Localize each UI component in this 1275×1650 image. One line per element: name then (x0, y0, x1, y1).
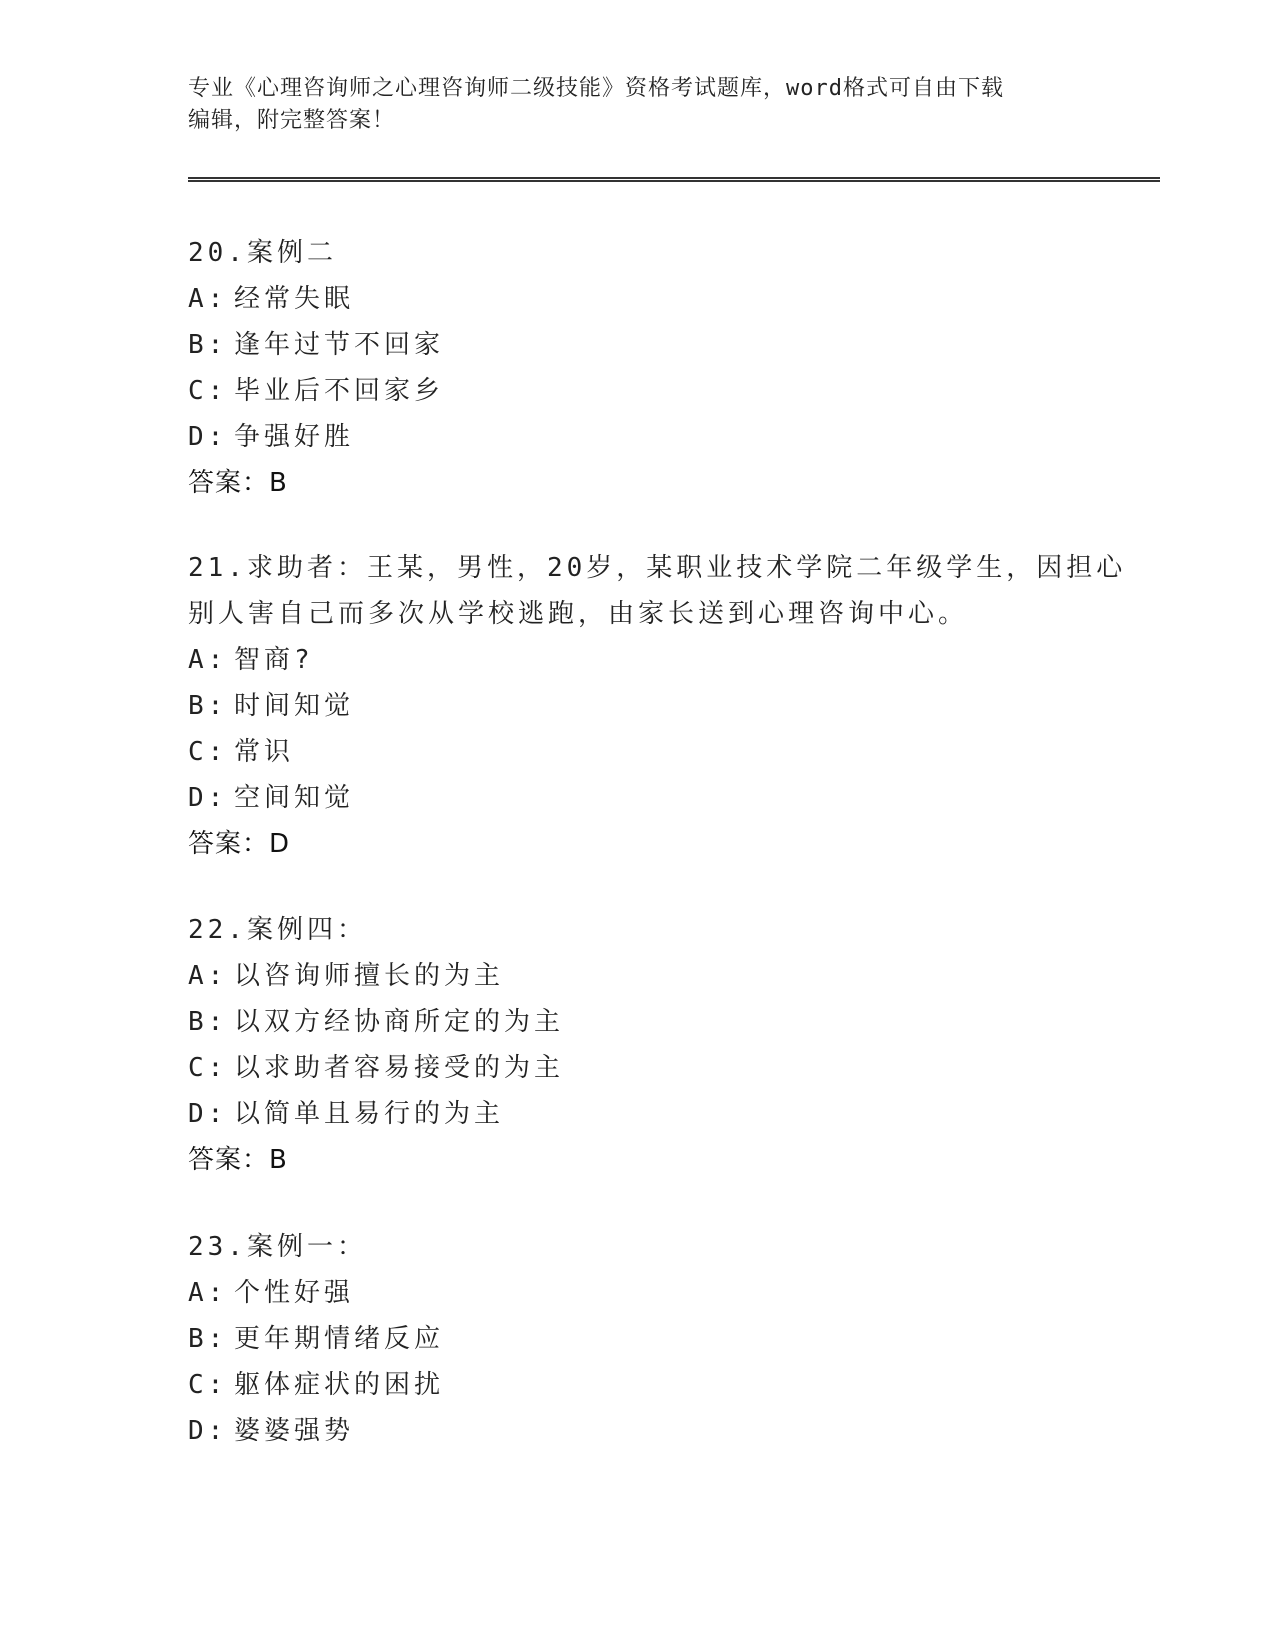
option-text: 更年期情绪反应 (234, 1324, 445, 1354)
header-divider (188, 177, 1160, 182)
header-line-2: 编辑，附完整答案！ (188, 108, 396, 133)
option-c (188, 1045, 1088, 1091)
option-d (188, 414, 1088, 460)
option-text: 个性好强 (234, 1278, 355, 1308)
question-stem: 21.求助者：王某，男性，20岁，某职业技术学院二年级学生，因担心 (188, 553, 1127, 583)
answer-line: 答案：D (188, 829, 291, 859)
header-line-1: 专业《心理咨询师之心理咨询师二级技能》资格考试题库，word格式可自由下载 (188, 76, 1004, 101)
option-b (188, 999, 1088, 1045)
option-a (188, 637, 1088, 683)
option-b (188, 322, 1088, 368)
option-c (188, 729, 1088, 775)
option-letter: C: (188, 1370, 228, 1400)
option-c (188, 1362, 1088, 1408)
option-text: 以求助者容易接受的为主 (234, 1053, 565, 1083)
answer-line: 答案：B (188, 468, 288, 498)
option-letter: D: (188, 783, 228, 813)
option-b (188, 683, 1088, 729)
option-text: 以咨询师擅长的为主 (234, 961, 505, 991)
question-22 (188, 907, 1088, 1183)
option-text: 智商? (234, 645, 314, 675)
question-stem: 20.案例二 (188, 238, 337, 268)
option-letter: D: (188, 1099, 228, 1129)
option-letter: A: (188, 1278, 228, 1308)
option-d (188, 1408, 1088, 1454)
option-text: 逢年过节不回家 (234, 330, 445, 360)
option-letter: C: (188, 376, 228, 406)
question-23 (188, 1224, 1088, 1454)
option-a (188, 953, 1088, 999)
question-stem: 23.案例一： (188, 1232, 367, 1262)
question-21 (188, 545, 1127, 867)
option-d (188, 775, 1088, 821)
option-d (188, 1091, 1088, 1137)
option-letter: A: (188, 284, 228, 314)
option-text: 躯体症状的困扰 (234, 1370, 445, 1400)
option-text: 时间知觉 (234, 691, 355, 721)
option-a (188, 1270, 1088, 1316)
option-letter: B: (188, 330, 228, 360)
option-letter: C: (188, 1053, 228, 1083)
option-c (188, 368, 1088, 414)
option-letter: D: (188, 1416, 228, 1446)
question-20 (188, 230, 1088, 506)
option-text: 毕业后不回家乡 (234, 376, 445, 406)
option-letter: B: (188, 691, 228, 721)
option-text: 争强好胜 (234, 422, 355, 452)
document-header (188, 73, 1088, 137)
option-letter: C: (188, 737, 228, 767)
option-text: 以简单且易行的为主 (234, 1099, 505, 1129)
option-letter: A: (188, 961, 228, 991)
option-text: 经常失眠 (234, 284, 355, 314)
option-text: 常识 (234, 737, 295, 767)
option-text: 以双方经协商所定的为主 (234, 1007, 565, 1037)
option-letter: D: (188, 422, 228, 452)
option-a (188, 276, 1088, 322)
option-letter: B: (188, 1324, 228, 1354)
option-text: 婆婆强势 (234, 1416, 355, 1446)
question-stem-continued: 别人害自己而多次从学校逃跑，由家长送到心理咨询中心。 (188, 599, 969, 629)
answer-line: 答案：B (188, 1145, 288, 1175)
option-letter: A: (188, 645, 228, 675)
option-letter: B: (188, 1007, 228, 1037)
question-stem: 22.案例四： (188, 915, 367, 945)
option-text: 空间知觉 (234, 783, 355, 813)
option-b (188, 1316, 1088, 1362)
